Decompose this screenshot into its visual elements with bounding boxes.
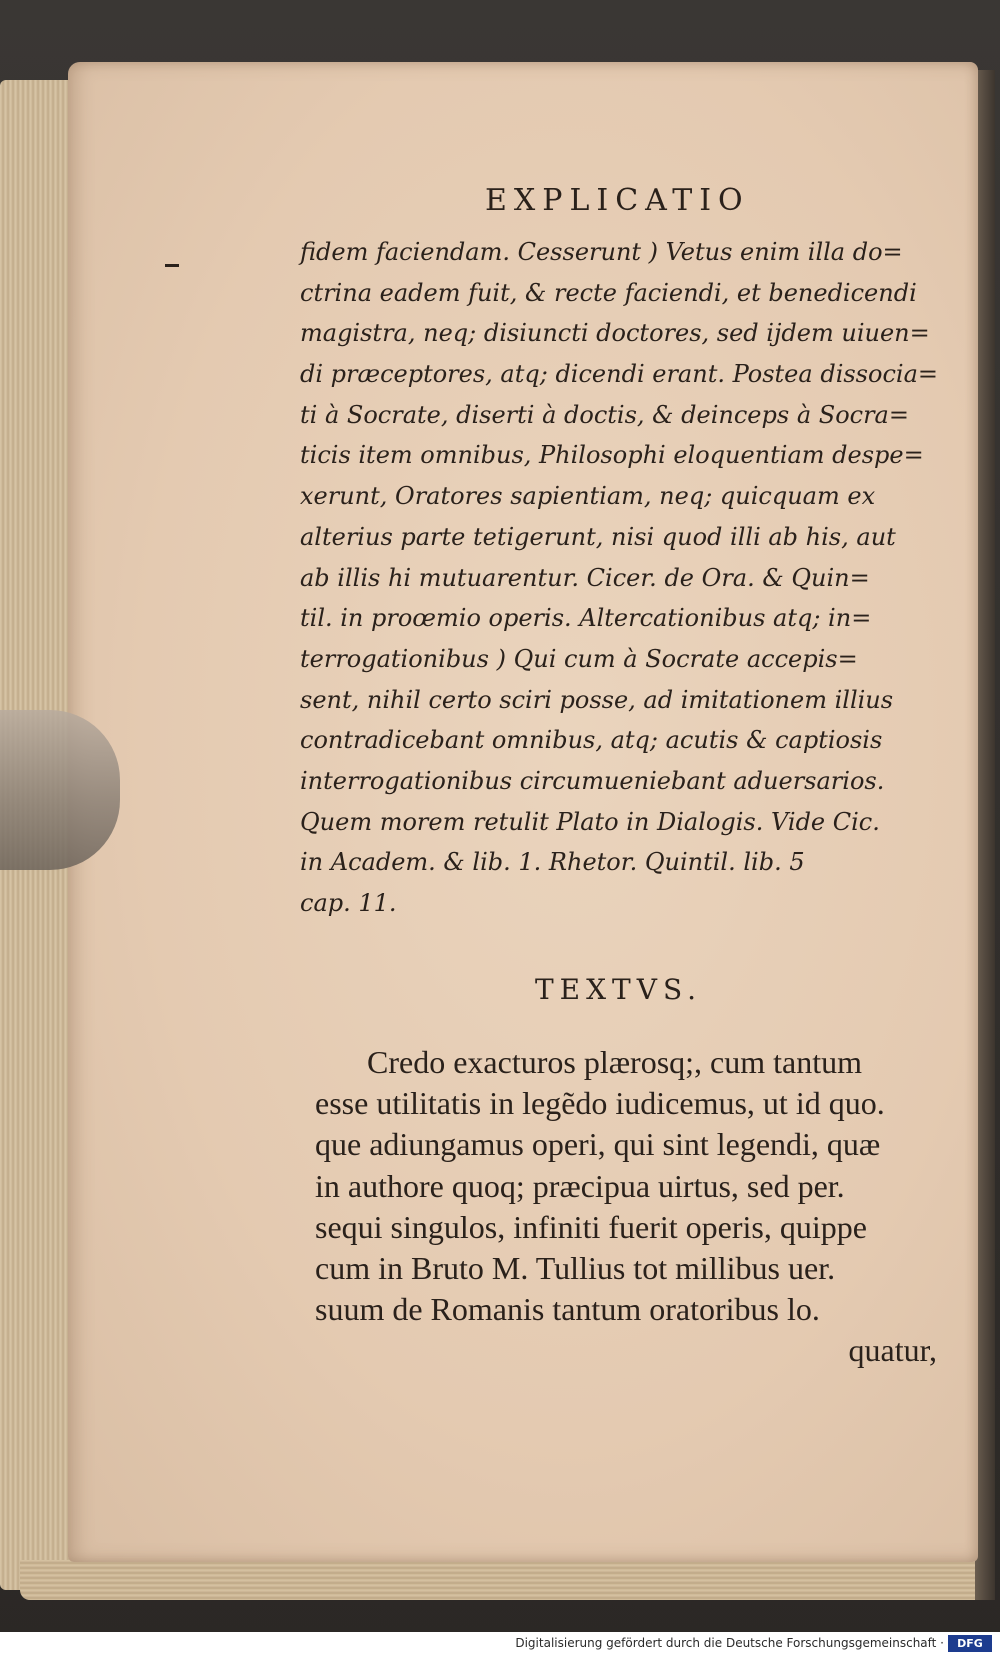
commentary-line: xerunt, Oratores sapientiam, neq; quicquam ex [300, 482, 876, 511]
textus-line: esse utilitatis in legẽdo iudicemus, ut id quo. [315, 1085, 885, 1122]
commentary-line: cap. 11. [300, 889, 397, 917]
commentary-line: terrogationibus ) Qui cum à Socrate accepis= [300, 644, 858, 673]
textus-line: Credo exacturos plærosq;, cum tantum [367, 1044, 863, 1080]
textus-line: in authore quoq; præcipua uirtus, sed per. [315, 1167, 845, 1204]
commentary-line: ctrina eadem fuit, & recte faciendi, et benedicendi [300, 278, 917, 307]
commentary-line: di præceptores, atq; dicendi erant. Postea dissocia= [300, 360, 938, 389]
textus-line: quatur, [848, 1332, 937, 1369]
footer-credit: Digitalisierung gefördert durch die Deutsche Forschungsgemeinschaft · [515, 1636, 944, 1650]
running-head: EXPLICATIO [485, 183, 750, 218]
commentary-line: ti à Socrate, diserti à doctis, & deinceps à Socra= [300, 400, 909, 429]
textus-block [315, 1042, 955, 1372]
commentary-line: interrogationibus circumueniebant aduersarios. [300, 766, 885, 795]
commentary-line: magistra, neq; disiuncti doctores, sed ijdem uiuen= [300, 319, 930, 348]
commentary-line: til. in proœmio operis. Altercationibus atq; in= [300, 604, 872, 633]
textus-line: cum in Bruto M. Tullius tot millibus uer. [315, 1249, 836, 1286]
commentary-line: sent, nihil certo sciri posse, ad imitationem illius [300, 685, 894, 714]
commentary-line: ticis item omnibus, Philosophi eloquentiam despe= [300, 441, 924, 470]
dfg-logo: DFG [948, 1635, 992, 1652]
binding-edge-right [975, 70, 995, 1600]
page-clip [0, 710, 120, 870]
section-heading: TEXTVS. [535, 973, 703, 1006]
commentary-line: fidem faciendam. Cesserunt ) Vetus enim illa do= [300, 238, 903, 266]
textus-line: suum de Romanis tantum oratoribus lo. [315, 1291, 820, 1328]
margin-mark [165, 264, 179, 267]
page-edges-bottom [20, 1560, 985, 1600]
textus-line: que adiungamus operi, qui sint legendi, quæ [315, 1126, 881, 1163]
commentary-line: in Academ. & lib. 1. Rhetor. Quintil. lib. 5 [300, 848, 805, 877]
commentary-line: contradicebant omnibus, atq; acutis & captiosis [300, 726, 883, 755]
commentary-line: alterius parte tetigerunt, nisi quod illi ab his, aut [300, 522, 896, 551]
commentary-line: Quem morem retulit Plato in Dialogis. Vide Cic. [300, 807, 880, 836]
textus-line: sequi singulos, infiniti fuerit operis, quippe [315, 1208, 867, 1245]
commentary-line: ab illis hi mutuarentur. Cicer. de Ora. & Quin= [300, 563, 870, 592]
commentary-block [300, 232, 940, 924]
